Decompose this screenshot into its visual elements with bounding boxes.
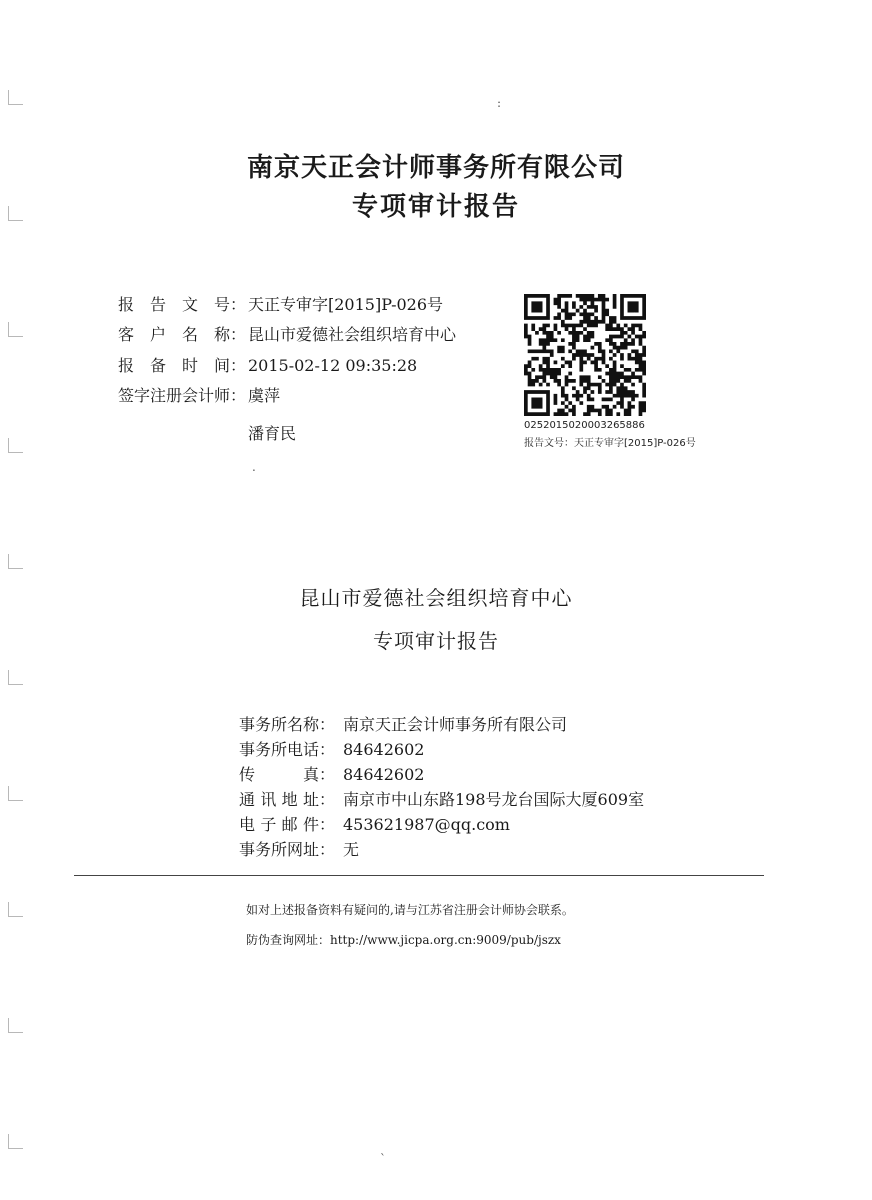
info-label: 报 告 文 号： — [118, 295, 246, 314]
qr-modules — [524, 294, 646, 416]
report-title: 专项审计报告 — [351, 192, 520, 222]
binder-mark — [8, 1018, 23, 1033]
info-label: 客 户 名 称： — [118, 325, 246, 344]
binder-mark — [8, 438, 23, 453]
firm-name-value: 南京天正会计师事务所有限公司 — [343, 715, 568, 734]
divider — [74, 875, 764, 876]
footer-notice: 如对上述报备资料有疑问的,请与江苏省注册会计师协会联系。 — [246, 903, 574, 917]
firm-website-value: 无 — [343, 840, 360, 859]
binder-mark — [8, 90, 23, 105]
scan-speck: : — [497, 96, 502, 110]
binder-mark — [8, 670, 23, 685]
scanned-page: : 南京天正会计师事务所有限公司 专项审计报告 报 告 文 号： 天正专审字[2015]P-026号 客 户 名 称： 昆山市爱德社会组织培育中心 报 备 时 间： 2015-02-12 09:35:28 签字注册会计师： 虞萍 潘育民 0252015020003265886 报告文号：天正专审字[2015]P-026号 . 昆山市爱德社会组织培育中心 专项审计报告 事务所名称： 南京天正会计师事务所有限公司 事务所电话： 84642602 传 真： 84642602 通 讯 地 址： 南京市中山东路198号龙台国际大厦609室 电 子 邮 件： 453621987@qq.com 事务所网址： 无 如对上述报备资料有疑问的,请与江苏省注册会计师协会联系。 防伪查询网址：http://www.jicpa.org.cn:9009/pub/jszx ` — [0, 0, 872, 1200]
binder-mark — [8, 322, 23, 337]
firm-address-value: 南京市中山东路198号龙台国际大厦609室 — [343, 790, 645, 809]
info-label: 签字注册会计师： — [118, 386, 247, 405]
report-number-value: 天正专审字[2015]P-026号 — [248, 295, 444, 314]
firm-fax-value: 84642602 — [343, 765, 425, 784]
client-name-value: 昆山市爱德社会组织培育中心 — [248, 325, 457, 344]
info-label: 报 备 时 间： — [118, 356, 246, 375]
firm-phone-value: 84642602 — [343, 740, 425, 759]
signing-cpa-value: 虞萍 — [248, 386, 281, 405]
binder-mark — [8, 1134, 23, 1149]
qr-report-caption: 报告文号：天正专审字[2015]P-026号 — [524, 438, 696, 449]
binder-mark — [8, 902, 23, 917]
scan-speck: . — [252, 460, 256, 474]
binder-mark — [8, 786, 23, 801]
qr-code-number: 0252015020003265886 — [524, 420, 645, 431]
firm-email-value: 453621987@qq.com — [343, 815, 510, 834]
scan-speck: ` — [380, 1152, 386, 1166]
client-report-title: 专项审计报告 — [373, 629, 499, 653]
binder-mark — [8, 554, 23, 569]
signing-cpa-value-2: 潘育民 — [248, 424, 297, 443]
client-name-title: 昆山市爱德社会组织培育中心 — [299, 586, 573, 610]
qr-code-icon — [524, 294, 646, 416]
filing-time-value: 2015-02-12 09:35:28 — [248, 356, 418, 375]
firm-title: 南京天正会计师事务所有限公司 — [246, 153, 625, 183]
footer-verify-url: 防伪查询网址：http://www.jicpa.org.cn:9009/pub/jszx — [246, 933, 561, 947]
